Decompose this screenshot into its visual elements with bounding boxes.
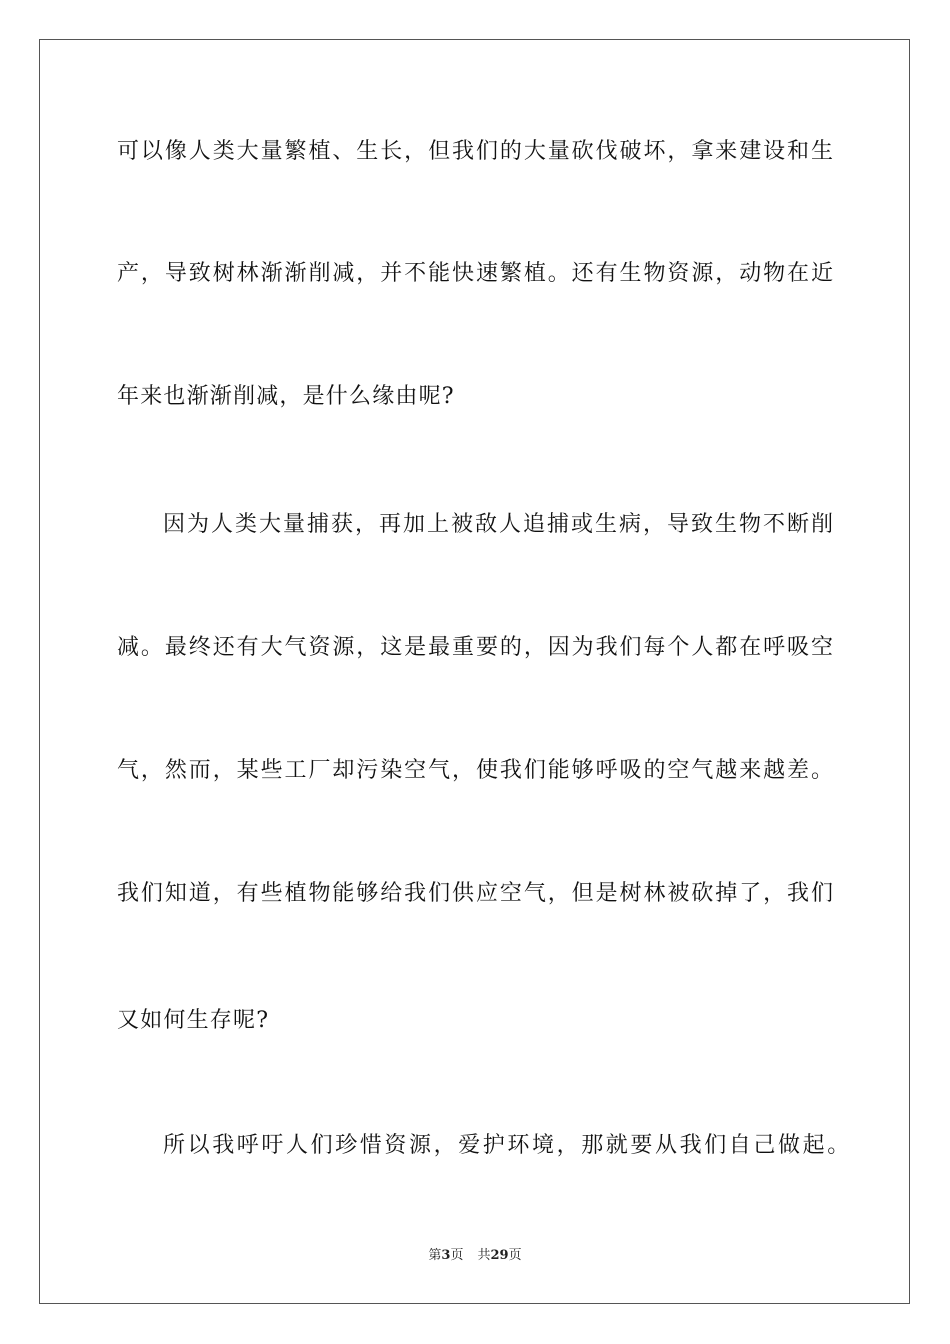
text-line: 因为人类大量捕获，再加上被敌人追捕或生病，导致生物不断削 <box>163 512 833 537</box>
text-line: 又如何生存呢? <box>117 1008 270 1033</box>
page-number: 3 <box>441 1248 451 1263</box>
total-pages: 29 <box>490 1248 509 1263</box>
text-line: 可以像人类大量繁植、生长，但我们的大量砍伐破坏，拿来建设和生 <box>117 139 833 164</box>
page-border <box>39 39 910 1304</box>
total-prefix: 共 <box>477 1248 491 1263</box>
total-suffix: 页 <box>508 1248 522 1263</box>
text-line: 年来也渐渐削减，是什么缘由呢? <box>117 384 455 409</box>
text-line: 所以我呼吁人们珍惜资源，爱护环境，那就要从我们自己做起。 <box>163 1133 852 1158</box>
page-suffix: 页 <box>450 1248 464 1263</box>
text-line: 气，然而，某些工厂却污染空气，使我们能够呼吸的空气越来越差。 <box>117 758 833 783</box>
text-line: 减。最终还有大气资源，这是最重要的，因为我们每个人都在呼吸空 <box>117 635 833 660</box>
text-line: 产，导致树林渐渐削减，并不能快速繁植。还有生物资源，动物在近 <box>117 261 833 286</box>
page-footer <box>0 1247 950 1265</box>
page-prefix: 第 <box>428 1248 442 1263</box>
text-line: 我们知道，有些植物能够给我们供应空气，但是树林被砍掉了，我们 <box>117 881 833 906</box>
